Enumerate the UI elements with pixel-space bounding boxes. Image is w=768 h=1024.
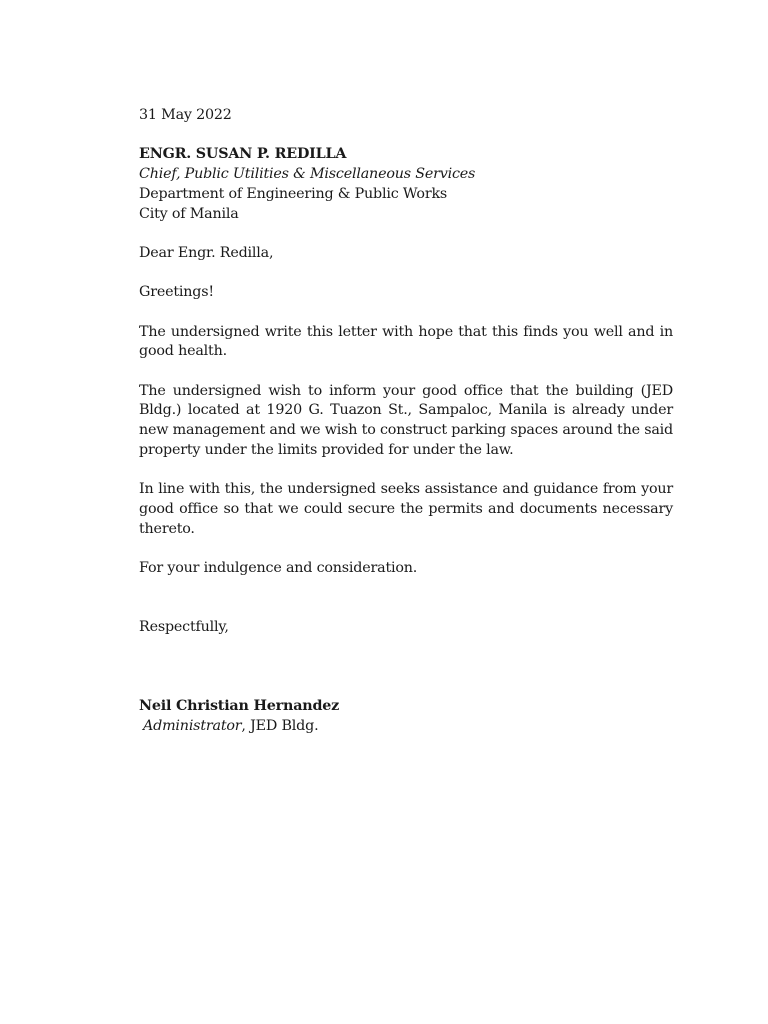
recipient-department: Department of Engineering & Public Works (139, 185, 448, 202)
letter-date: 31 May 2022 (139, 107, 232, 123)
signatory-organization: , JED Bldg. (241, 717, 319, 734)
signatory-name: Neil Christian Hernandez (139, 697, 340, 714)
body-paragraph-2: The undersigned wish to inform your good office that the building (JED Bldg.) located at 1920 G. Tuazon St., Sampaloc, Manila is already under new management and we wish to construct parking spaces around the said property under the limits provided for under the law. (139, 382, 673, 458)
greeting: Greetings! (139, 284, 214, 301)
letter-body (139, 106, 673, 736)
body-paragraph-1: The undersigned write this letter with hope that this finds you well and in good health. (139, 323, 673, 360)
closing-line: For your indulgence and consideration. (139, 560, 418, 577)
salutation: Dear Engr. Redilla, (139, 244, 274, 261)
recipient-title: Chief, Public Utilities & Miscellaneous Services (139, 166, 476, 183)
signatory-role: Administrator (143, 717, 242, 734)
signatory-role-line (139, 717, 673, 737)
signatory-block (139, 697, 673, 736)
recipient-block (139, 145, 673, 224)
valediction: Respectfully, (139, 619, 229, 636)
recipient-name: ENGR. SUSAN P. REDILLA (139, 146, 347, 163)
body-paragraph-3: In line with this, the undersigned seeks assistance and guidance from your good office so that we could secure the permits and documents necessary thereto. (139, 481, 673, 537)
recipient-city: City of Manila (139, 205, 239, 222)
